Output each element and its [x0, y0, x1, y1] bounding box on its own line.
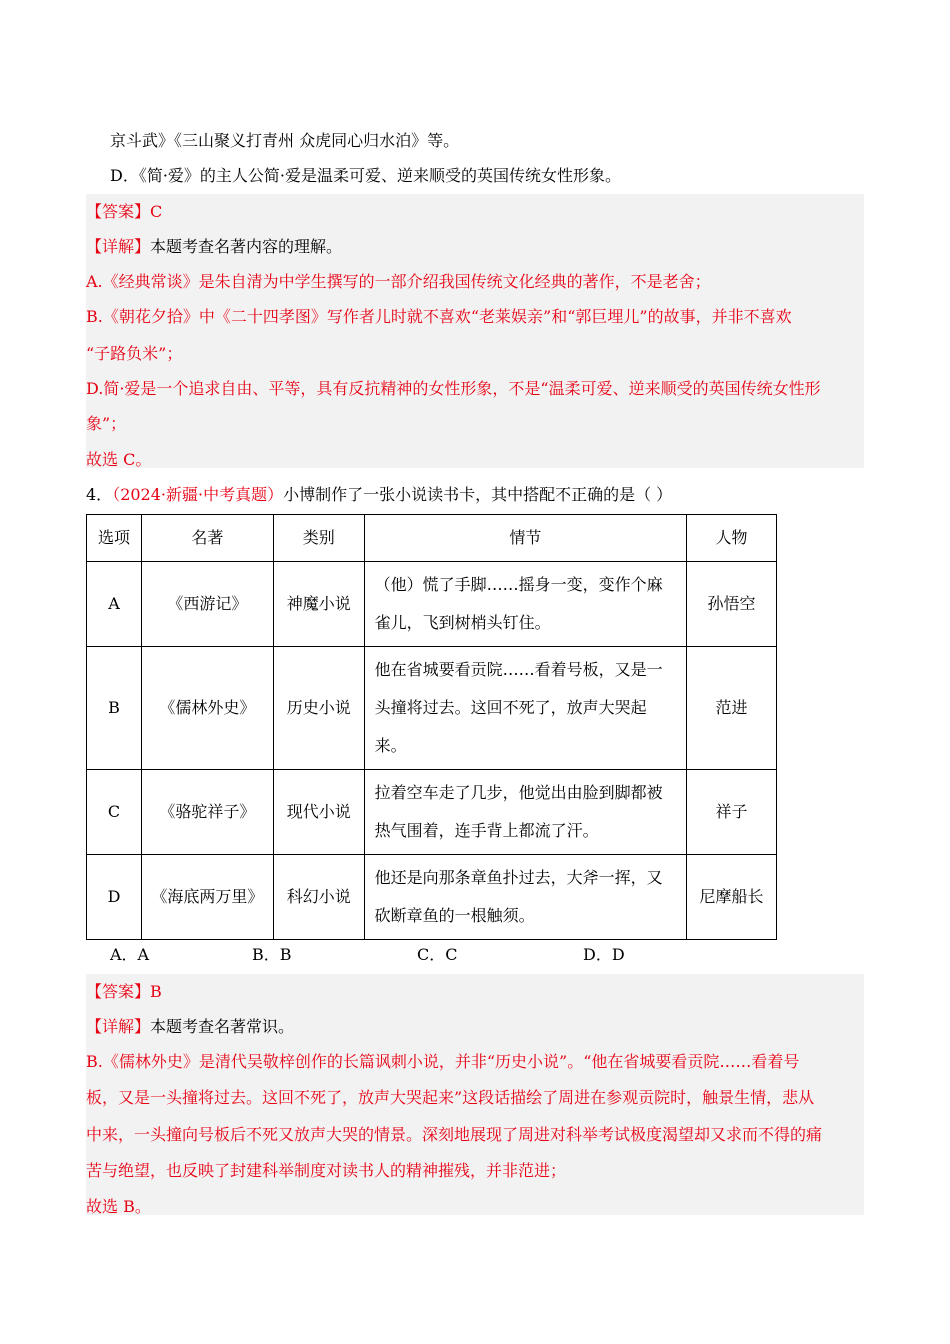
cell-plot: 拉着空车走了几步，他觉出由脸到脚都被热气围着，连手背上都流了汗。: [364, 770, 686, 855]
answer-line-1: [86, 199, 162, 222]
answer-line-2: [86, 979, 162, 1002]
question-4-stem: [86, 482, 672, 505]
explain-line-4: 苦与绝望，也反映了封建科举制度对读书人的精神摧残，并非范进；: [86, 1161, 567, 1180]
cell-option: B: [87, 647, 142, 770]
option-c-continuation: 京斗武》《三山聚义打青州 众虎同心归水泊》等。: [110, 131, 460, 150]
cell-person: 范进: [687, 647, 777, 770]
cell-type: 现代小说: [273, 770, 364, 855]
explain-d-2: 象”；: [86, 414, 127, 433]
cell-option: D: [87, 855, 142, 940]
cell-plot: 他还是向那条章鱼扑过去，大斧一挥，又砍断章鱼的一根触须。: [364, 855, 686, 940]
explain-b-1: B.《朝花夕拾》中《二十四孝图》写作者儿时就不喜欢“老莱娱亲”和“郭巨埋儿”的故事，并非不喜欢: [86, 307, 792, 326]
cell-plot: 他在省城要看贡院……看着号板，又是一头撞将过去。这回不死了，放声大哭起来。: [364, 647, 686, 770]
detail-line-2: [86, 1014, 294, 1037]
option-d: D．《简·爱》的主人公简·爱是温柔可爱、逆来顺受的英国传统女性形象。: [110, 166, 622, 185]
conclusion-1: 故选 C。: [86, 450, 152, 469]
choice-b: B．B: [252, 945, 292, 964]
conclusion-2: 故选 B。: [86, 1197, 151, 1216]
answer-label: 【答案】: [86, 982, 151, 1001]
explain-line-1: B.《儒林外史》是清代吴敬梓创作的长篇讽刺小说，并非“历史小说”。“他在省城要看贡院……看着号: [86, 1052, 800, 1071]
question-number: 4．: [86, 485, 113, 504]
detail-line-1: [86, 234, 342, 257]
table-header-row: [87, 515, 777, 562]
cell-person: 孙悟空: [687, 562, 777, 647]
detail-label: 【详解】: [86, 237, 151, 256]
cell-book: 《海底两万里》: [141, 855, 273, 940]
cell-book: 《儒林外史》: [141, 647, 273, 770]
answer-value: C: [150, 202, 163, 221]
detail-text: 本题考查名著常识。: [150, 1017, 295, 1036]
answer-value: B: [150, 982, 162, 1001]
cell-option: A: [87, 562, 142, 647]
table-row: [87, 562, 777, 647]
header-person: 人物: [687, 515, 777, 562]
choice-d: D．D: [583, 945, 625, 964]
explain-line-2: 板，又是一头撞将过去。这回不死了，放声大哭起来”这段话描绘了周进在参观贡院时，触景生情，悲从: [86, 1088, 815, 1107]
explain-line-3: 中来，一头撞向号板后不死又放声大哭的情景。深刻地展现了周进对科举考试极度渴望却又求而不得的痛: [86, 1125, 823, 1144]
table-row: [87, 770, 777, 855]
header-book: 名著: [141, 515, 273, 562]
explain-d-1: D.简·爱是一个追求自由、平等，具有反抗精神的女性形象，不是“温柔可爱、逆来顺受的英国传统女性形: [86, 379, 821, 398]
reading-card-table: [86, 514, 777, 940]
cell-type: 科幻小说: [273, 855, 364, 940]
choice-a: A．A: [110, 945, 150, 964]
table-row: [87, 855, 777, 940]
cell-option: C: [87, 770, 142, 855]
table-row: [87, 647, 777, 770]
cell-plot: （他）慌了手脚……摇身一变，变作个麻雀儿，飞到树梢头钉住。: [364, 562, 686, 647]
question-text: 小博制作了一张小说读书卡，其中搭配不正确的是（ ）: [283, 485, 673, 504]
cell-type: 历史小说: [273, 647, 364, 770]
answer-label: 【答案】: [86, 202, 151, 221]
question-source: （2024·新疆·中考真题）: [112, 485, 284, 504]
cell-person: 尼摩船长: [687, 855, 777, 940]
explain-a: A.《经典常谈》是朱自清为中学生撰写的一部介绍我国传统文化经典的著作，不是老舍；: [86, 272, 711, 291]
cell-type: 神魔小说: [273, 562, 364, 647]
cell-book: 《骆驼祥子》: [141, 770, 273, 855]
header-option: 选项: [87, 515, 142, 562]
header-type: 类别: [273, 515, 364, 562]
header-plot: 情节: [364, 515, 686, 562]
choice-c: C．C: [417, 945, 458, 964]
explain-b-2: “子路负米”；: [86, 344, 183, 363]
detail-text: 本题考查名著内容的理解。: [150, 237, 343, 256]
cell-book: 《西游记》: [141, 562, 273, 647]
cell-person: 祥子: [687, 770, 777, 855]
detail-label: 【详解】: [86, 1017, 151, 1036]
